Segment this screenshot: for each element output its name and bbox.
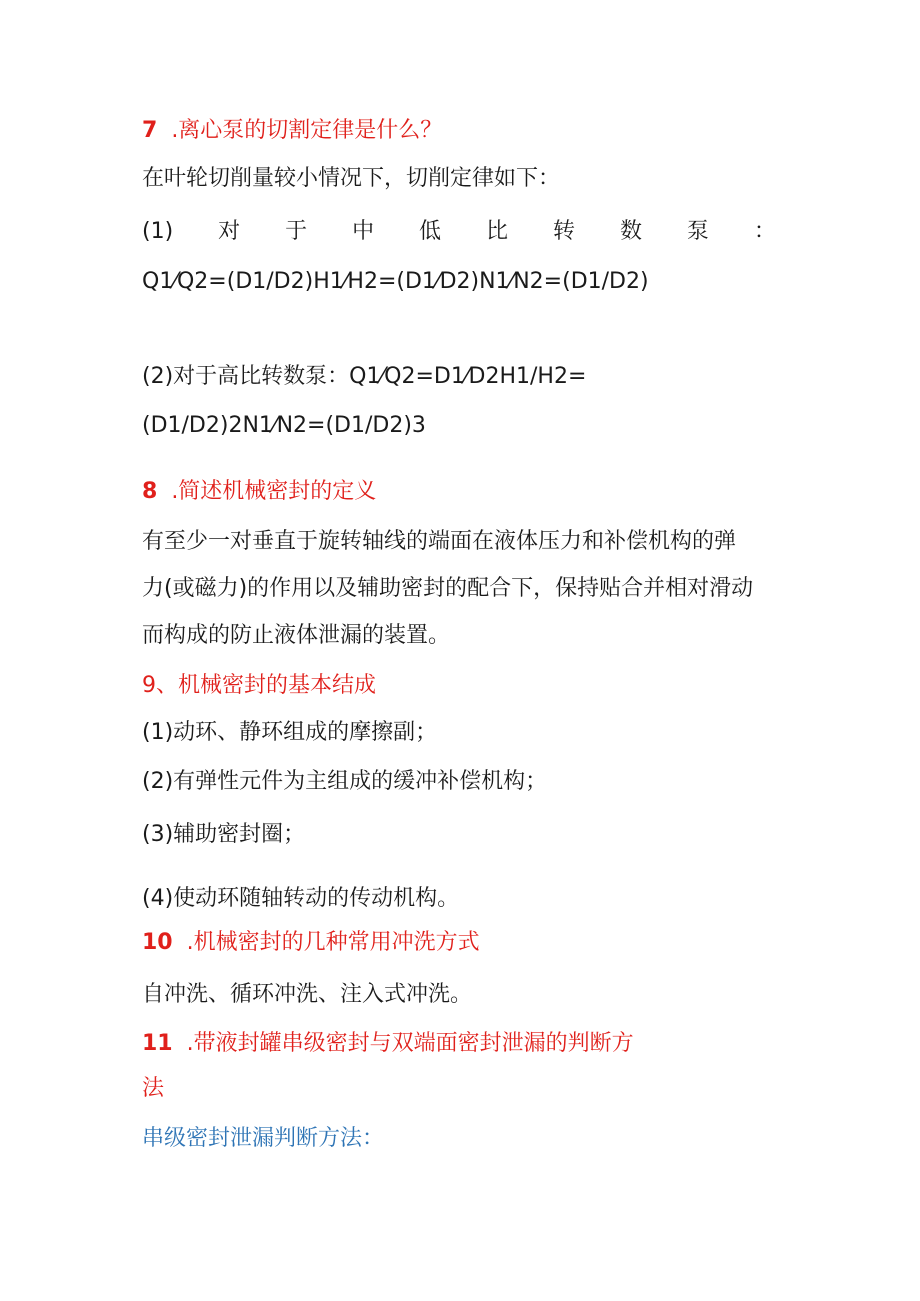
q10-title: .机械密封的几种常用冲洗方式 bbox=[186, 930, 480, 955]
q7-item1-char: 低 bbox=[419, 219, 442, 244]
q7-item1-char: 数 bbox=[619, 219, 642, 244]
q11-heading bbox=[142, 1029, 634, 1059]
q7-item1-char: 转 bbox=[552, 219, 575, 244]
q7-item1-char: 泵 bbox=[686, 219, 709, 244]
q9-heading: 9、机械密封的基本结成 bbox=[142, 673, 376, 698]
q9-item: (4)使动环随轴转动的传动机构。 bbox=[142, 886, 460, 911]
q7-item1-char: 比 bbox=[486, 219, 509, 244]
q8-body-line2: 力(或磁力)的作用以及辅助密封的配合下，保持贴合并相对滑动 bbox=[142, 576, 754, 601]
q7-item1-char: ： bbox=[753, 219, 776, 244]
q7-item1-char: 对 bbox=[218, 219, 241, 244]
q10-heading bbox=[142, 928, 480, 958]
q10-body: 自冲洗、循环冲洗、注入式冲洗。 bbox=[142, 982, 473, 1007]
q7-title: .离心泵的切割定律是什么？ bbox=[171, 118, 443, 143]
q7-item1-label bbox=[142, 217, 776, 247]
q10-number: 10 bbox=[142, 930, 173, 955]
q7-heading bbox=[142, 116, 442, 146]
q11-subheading: 串级密封泄漏判断方法： bbox=[142, 1126, 385, 1151]
q11-title-line1: .带液封罐串级密封与双端面密封泄漏的判断方 bbox=[186, 1031, 634, 1056]
q8-title: .简述机械密封的定义 bbox=[171, 479, 377, 504]
q7-item1-formula: Q1⁄Q2=(D1/D2)H1⁄H2=(D1⁄D2)N1⁄N2=(D1/D2) bbox=[142, 269, 649, 294]
q9-item: (1)动环、静环组成的摩擦副； bbox=[142, 720, 438, 745]
q7-item1-char: 中 bbox=[352, 219, 375, 244]
q11-title-line2: 法 bbox=[142, 1076, 165, 1101]
q8-body-line3: 而构成的防止液体泄漏的装置。 bbox=[142, 623, 451, 648]
q8-body-line1: 有至少一对垂直于旋转轴线的端面在液体压力和补偿机构的弹 bbox=[142, 529, 737, 554]
q11-number: 11 bbox=[142, 1031, 173, 1056]
q7-item1-char: 于 bbox=[285, 219, 308, 244]
q7-item2-line1: (2)对于高比转数泵：Q1⁄Q2=D1⁄D2H1/H2= bbox=[142, 364, 587, 389]
q9-item: (3)辅助密封圈； bbox=[142, 822, 306, 847]
q7-item1-char: (1) bbox=[142, 219, 174, 244]
q8-number: 8 bbox=[142, 479, 158, 504]
q7-item2-line2: (D1/D2)2N1⁄N2=(D1/D2)3 bbox=[142, 413, 426, 438]
q9-item: (2)有弹性元件为主组成的缓冲补偿机构； bbox=[142, 769, 548, 794]
q7-intro: 在叶轮切削量较小情况下，切削定律如下： bbox=[142, 166, 561, 191]
q8-heading bbox=[142, 477, 376, 507]
q7-number: 7 bbox=[142, 118, 158, 143]
